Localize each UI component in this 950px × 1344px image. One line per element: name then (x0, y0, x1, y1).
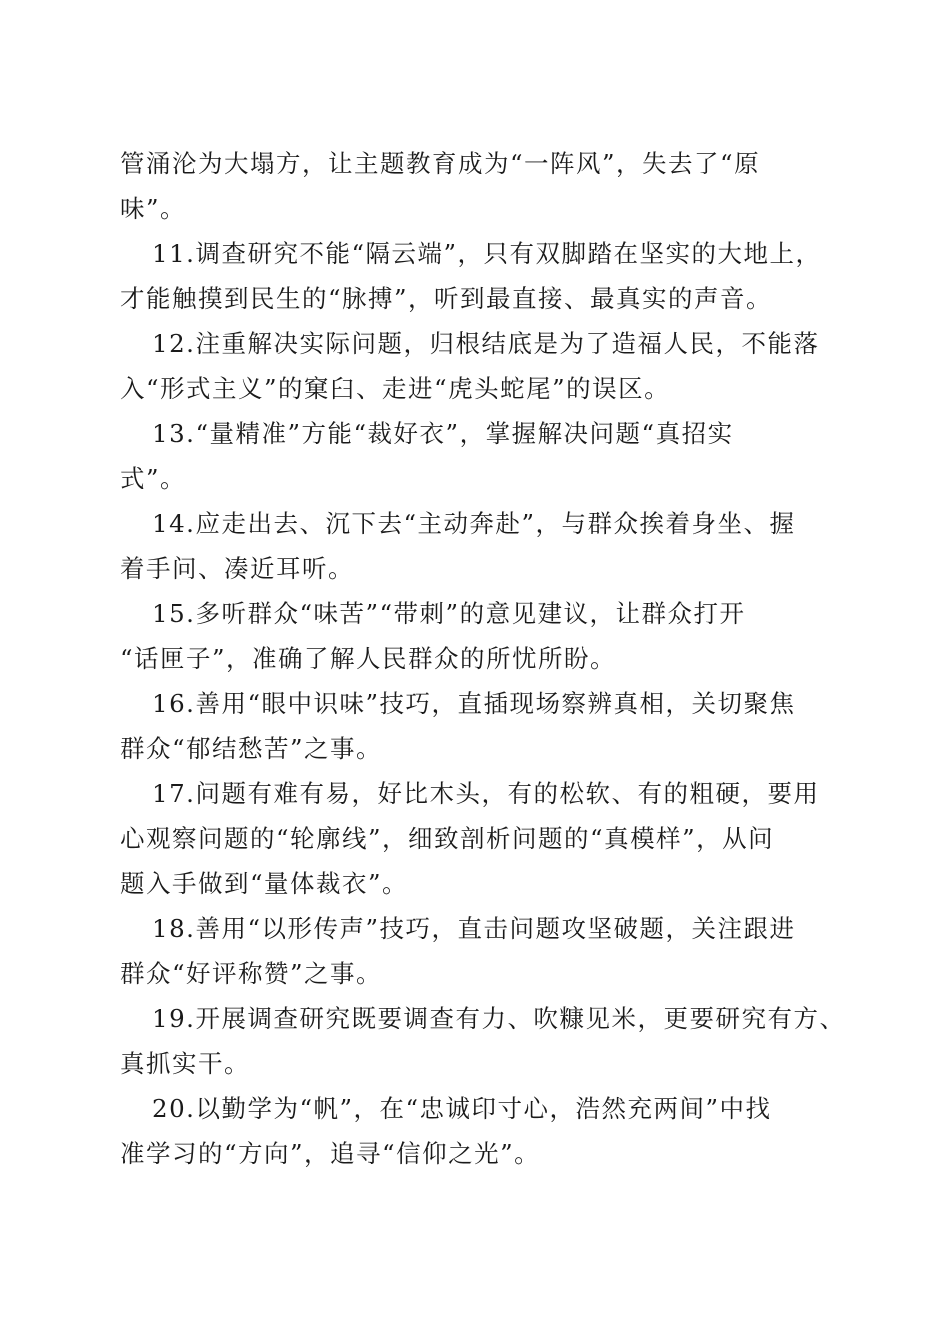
text-line: 19.开展调查研究既要调查有力、吹糠见米，更要研究有方、 (152, 1004, 846, 1033)
text-line: 管涌沦为大塌方，让主题教育成为“一阵风”，失去了“原 (120, 149, 761, 178)
paragraph-item-14 (120, 501, 820, 591)
text-line: 12.注重解决实际问题，归根结底是为了造福人民，不能落 (152, 329, 820, 358)
text-line: 11.调查研究不能“隔云端”，只有双脚踏在坚实的大地上， (152, 239, 822, 268)
text-line: 才能触摸到民生的“脉搏”，听到最直接、最真实的声音。 (120, 284, 773, 313)
text-line: 准学习的“方向”，追寻“信仰之光”。 (120, 1139, 541, 1168)
paragraph-item-12 (120, 321, 820, 411)
text-line: 18.善用“以形传声”技巧，直击问题攻坚破题，关注跟进 (152, 914, 796, 943)
text-line: 13.“量精准”方能“裁好衣”，掌握解决问题“真招实 (152, 419, 734, 448)
text-line: 式”。 (120, 464, 187, 493)
text-line: 味”。 (120, 194, 187, 223)
text-line: “话匣子”，准确了解人民群众的所忧所盼。 (120, 644, 617, 673)
paragraph-item-20 (120, 1086, 820, 1176)
text-line: 着手问、凑近耳听。 (120, 554, 354, 583)
paragraph-item-17 (120, 771, 820, 906)
text-line: 17.问题有难有易，好比木头，有的松软、有的粗硬，要用 (152, 779, 820, 808)
text-line: 14.应走出去、沉下去“主动奔赴”，与群众挨着身坐、握 (152, 509, 796, 538)
text-line: 心观察问题的“轮廓线”，细致剖析问题的“真模样”，从问 (120, 824, 775, 853)
text-line: 题入手做到“量体裁衣”。 (120, 869, 409, 898)
text-line: 15.多听群众“味苦”“带刺”的意见建议，让群众打开 (152, 599, 746, 628)
paragraph-item-15 (120, 591, 820, 681)
document-body (120, 141, 846, 1176)
paragraph-item-18 (120, 906, 820, 996)
text-line: 群众“郁结愁苦”之事。 (120, 734, 383, 763)
paragraph-item-11 (120, 231, 820, 321)
paragraph-item-16 (120, 681, 820, 771)
text-line: 入“形式主义”的窠臼、走进“虎头蛇尾”的误区。 (120, 374, 671, 403)
paragraph-item-13 (120, 411, 820, 501)
paragraph-continuation (120, 141, 820, 231)
paragraph-item-19 (120, 996, 846, 1086)
text-line: 群众“好评称赞”之事。 (120, 959, 383, 988)
text-line: 16.善用“眼中识味”技巧，直插现场察辨真相，关切聚焦 (152, 689, 796, 718)
text-line: 真抓实干。 (120, 1049, 250, 1078)
text-line: 20.以勤学为“帆”，在“忠诚印寸心，浩然充两间”中找 (152, 1094, 772, 1123)
